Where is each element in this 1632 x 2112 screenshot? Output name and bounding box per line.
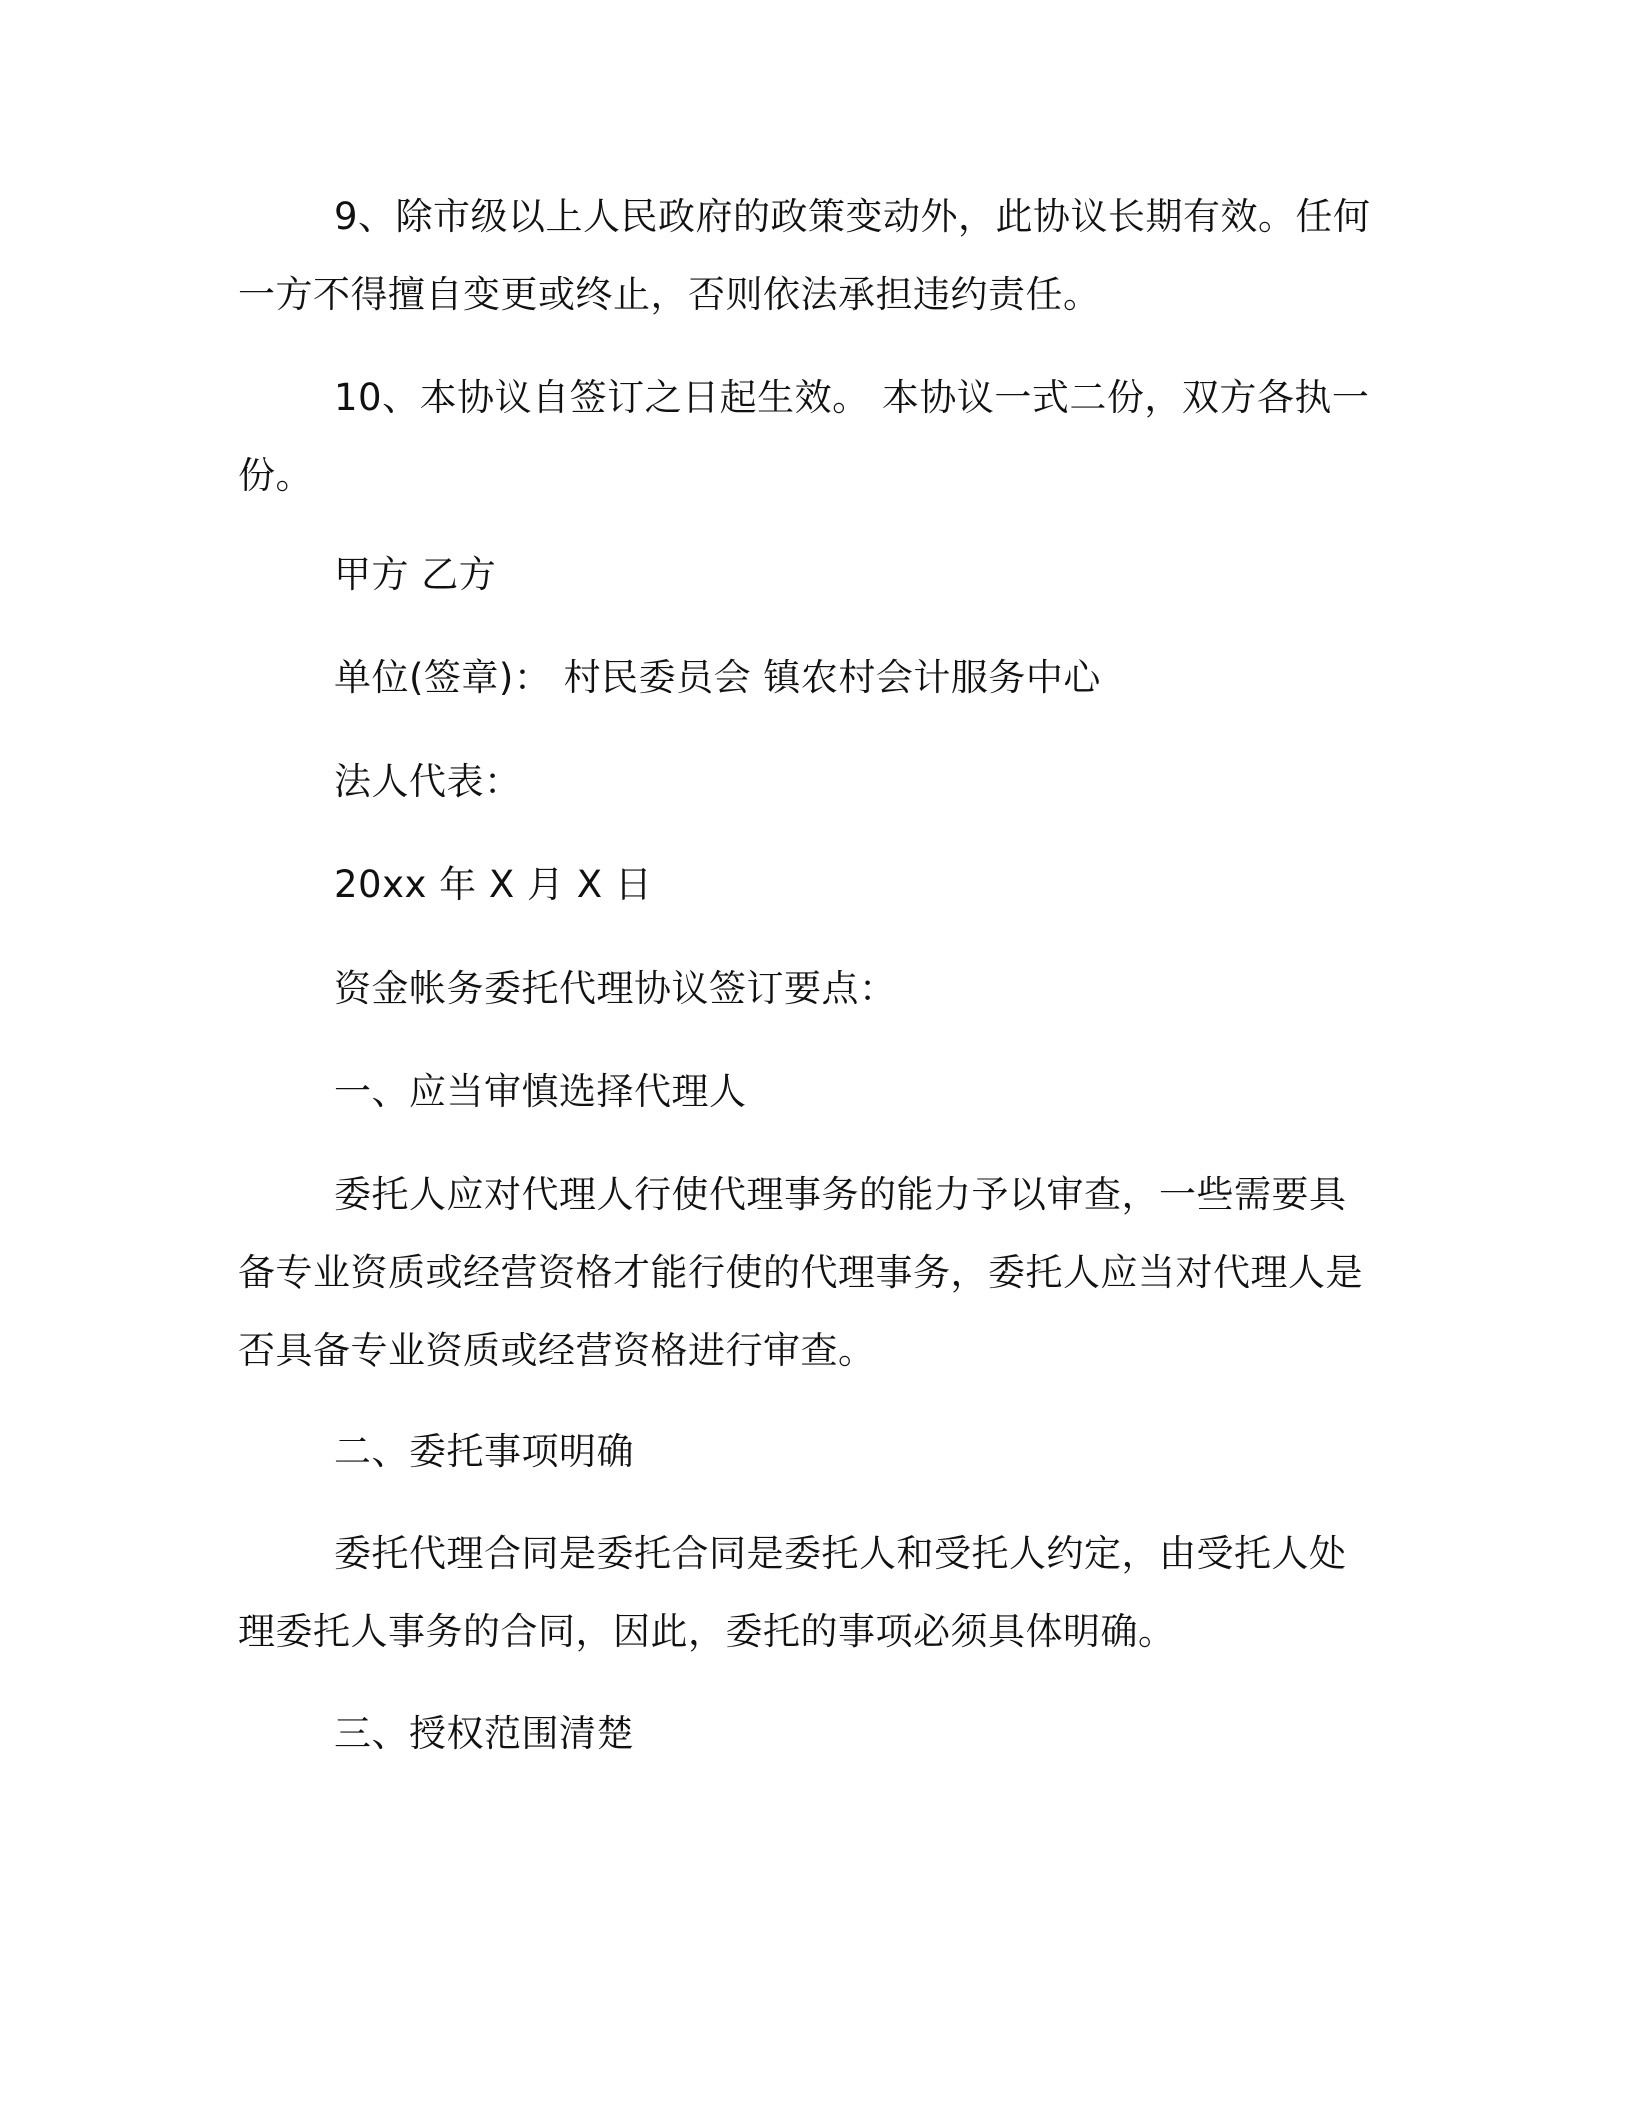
clause-9-paragraph: 9、除市级以上人民政府的政策变动外，此协议长期有效。任何一方不得擅自变更或终止，否则依法承担违约责任。 — [238, 195, 1371, 316]
key-points-title: 资金帐务委托代理协议签订要点： — [334, 967, 897, 1010]
date-line: 20xx 年 X 月 X 日 — [334, 863, 653, 906]
legal-representative-line: 法人代表： — [334, 760, 522, 803]
parties-line: 甲方 乙方 — [334, 553, 497, 596]
section-1-body: 委托人应对代理人行使代理事务的能力予以审查，一些需要具备专业资质或经营资格才能行使的代理事务，委托人应当对代理人是否具备专业资质或经营资格进行审查。 — [238, 1173, 1363, 1372]
unit-seal-line: 单位(签章)： 村民委员会 镇农村会计服务中心 — [334, 656, 1101, 699]
section-3-title: 三、授权范围清楚 — [334, 1712, 634, 1755]
section-2-body: 委托代理合同是委托合同是委托人和受托人约定，由受托人处理委托人事务的合同，因此，委托的事项必须具体明确。 — [238, 1532, 1347, 1653]
section-1-title: 一、应当审慎选择代理人 — [334, 1070, 747, 1113]
clause-10-paragraph: 10、本协议自签订之日起生效。 本协议一式二份，双方各执一份。 — [238, 376, 1370, 497]
section-2-title: 二、委托事项明确 — [334, 1430, 634, 1473]
